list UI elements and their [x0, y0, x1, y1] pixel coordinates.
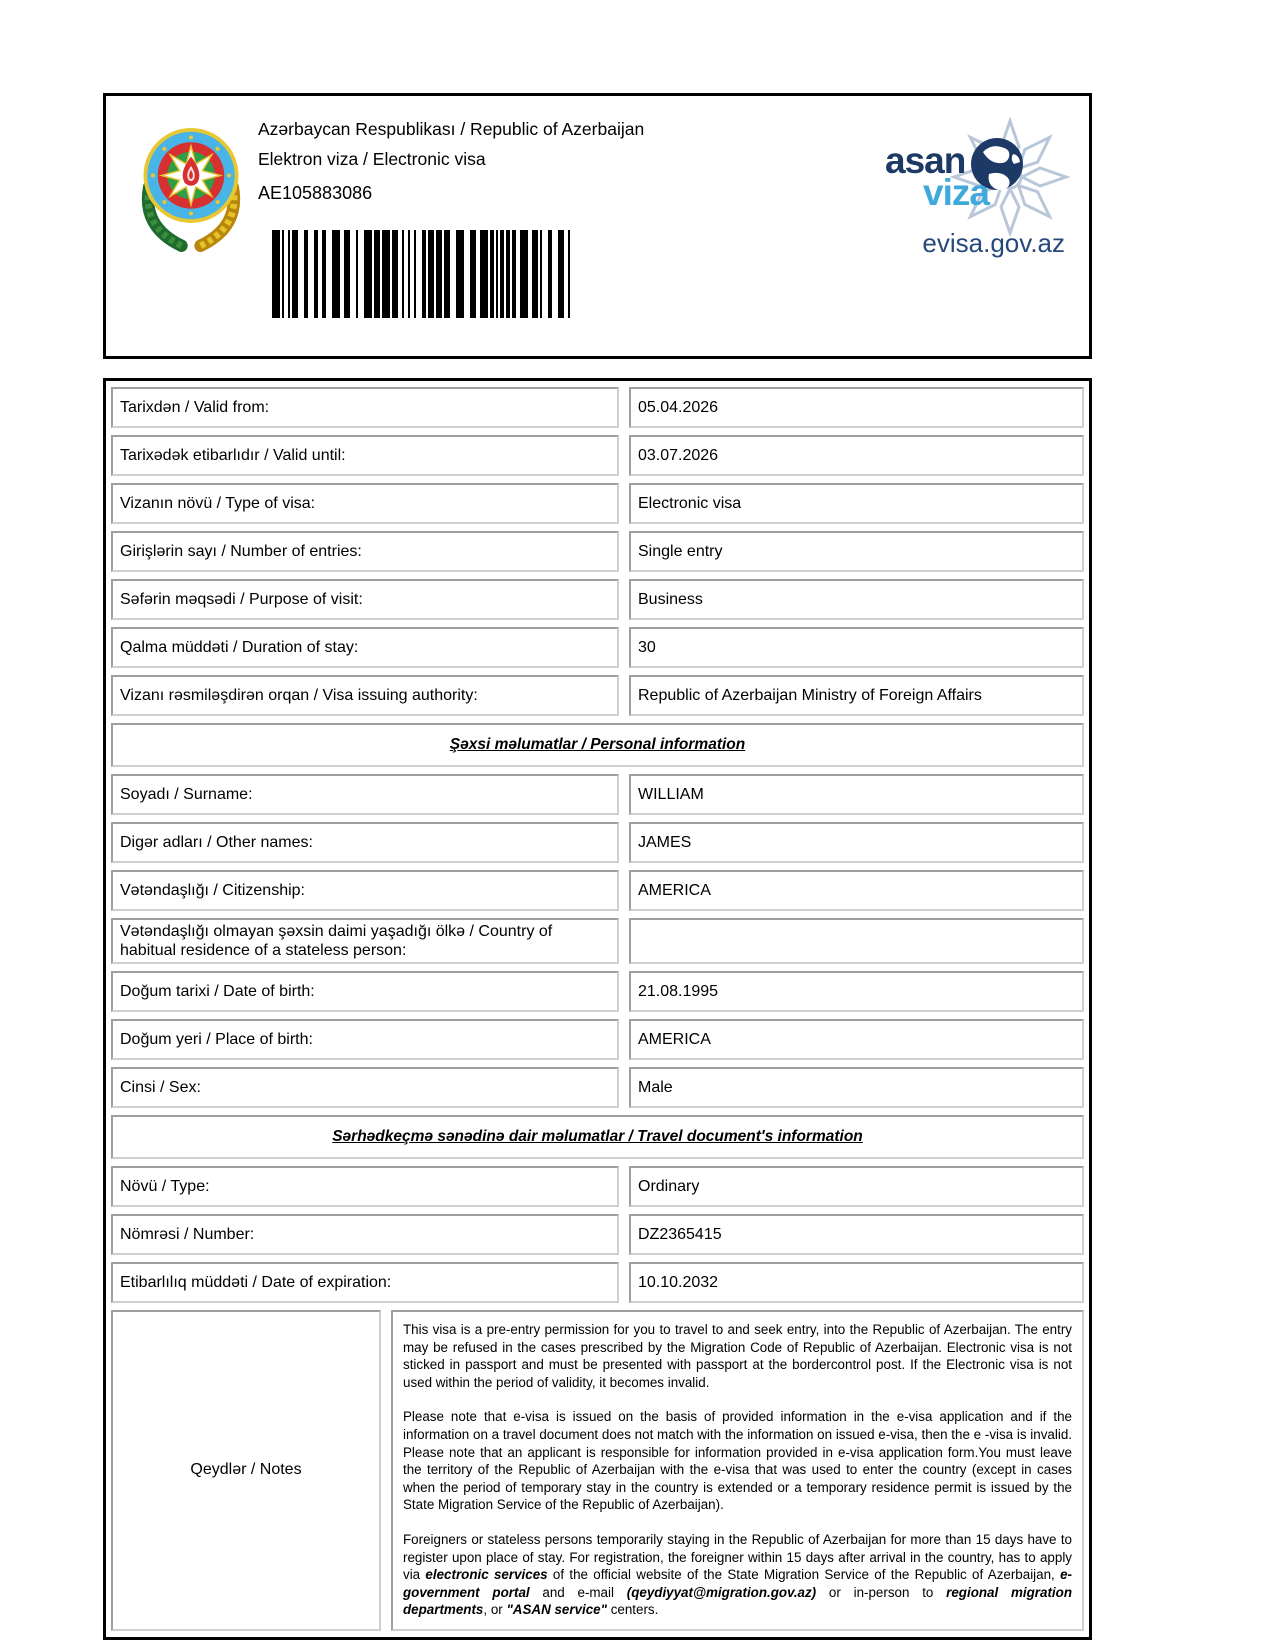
table-row — [111, 971, 1084, 1012]
field-label: Girişlərin sayı / Number of entries: — [111, 531, 619, 572]
field-label: Vətəndaşlığı olmayan şəxsin daimi yaşadığı ölkə / Country of habitual residence of a stateless person: — [111, 918, 619, 964]
field-value: AMERICA — [629, 1019, 1084, 1060]
field-value: Male — [629, 1067, 1084, 1108]
field-label: Tarixədək etibarlıdır / Valid until: — [111, 435, 619, 476]
field-value: 30 — [629, 627, 1084, 668]
table-row — [111, 1019, 1084, 1060]
country-title: Azərbaycan Respublikası / Republic of Azerbaijan — [258, 119, 645, 139]
barcode — [272, 230, 574, 318]
section-row — [111, 1115, 1084, 1159]
notes-label: Qeydlər / Notes — [111, 1310, 381, 1631]
document-title: Elektron viza / Electronic visa — [258, 149, 486, 169]
field-value: JAMES — [629, 822, 1084, 863]
table-row — [111, 774, 1084, 815]
table-row — [111, 1166, 1084, 1207]
field-value — [629, 918, 1084, 964]
visa-document — [103, 93, 1092, 1640]
field-value: Ordinary — [629, 1166, 1084, 1207]
field-value: Electronic visa — [629, 483, 1084, 524]
section-title: Şəxsi məlumatlar / Personal information — [111, 723, 1084, 767]
field-label: Səfərin məqsədi / Purpose of visit: — [111, 579, 619, 620]
header-titles — [258, 114, 644, 208]
field-label: Növü / Type: — [111, 1166, 619, 1207]
field-value: DZ2365415 — [629, 1214, 1084, 1255]
logo-asan-text: asan — [885, 140, 966, 181]
table-row — [111, 870, 1084, 911]
azerbaijan-coat-of-arms-icon — [134, 116, 248, 252]
field-value: AMERICA — [629, 870, 1084, 911]
asan-viza-logo — [879, 112, 1065, 262]
logo-viza-text: viza — [923, 172, 989, 213]
table-row — [111, 918, 1084, 964]
table-row — [111, 387, 1084, 428]
field-label: Digər adları / Other names: — [111, 822, 619, 863]
section-title: Sərhədkeçmə sənədinə dair məlumatlar / Travel document's information — [111, 1115, 1084, 1159]
visa-table — [103, 378, 1092, 1640]
field-value: 10.10.2032 — [629, 1262, 1084, 1303]
field-value: 05.04.2026 — [629, 387, 1084, 428]
field-value: 21.08.1995 — [629, 971, 1084, 1012]
visa-table-rows — [111, 387, 1084, 1303]
table-row — [111, 627, 1084, 668]
table-row — [111, 822, 1084, 863]
field-value: Business — [629, 579, 1084, 620]
table-row — [111, 1067, 1084, 1108]
field-label: Doğum tarixi / Date of birth: — [111, 971, 619, 1012]
logo-site-text: evisa.gov.az — [922, 228, 1065, 258]
notes-text: This visa is a pre-entry permission for you to travel to and seek entry, into the Republic of Azerbaijan. The entry may be refused in the cases prescribed by the Migration Code of Republic of Azerbaijan. Electronic visa is not sticked in passport and must be presented with passport at the bordercontrol post. If the Electronic visa is not used within the period of validity, it becomes invalid. Please note that e-visa is issued on the basis of provided information in the e-visa application and if the information on a travel document does not match with the information on issued e-visa, then the e -visa is invalid. Please note that an applicant is responsible for information provided in e-visa application form.You must leave the territory of the Republic of Azerbaijan with the e-visa that was used to enter the country (except in cases when the period of temporary stay in the country is extended or a temporary residence permit is issued by the State Migration Service of the Republic of Azerbaijan). Foreigners or stateless persons temporarily staying in the Republic of Azerbaijan for more than 15 days have to register upon place of stay. For registration, the foreigner within 15 days after arrival in the country, has to apply via electronic services of the official website of the State Migration Service of the Republic of Azerbaijan, e-government portal and e-mail (qeydiyyat@migration.gov.az) or in-person to regional migration departments, or "ASAN service" centers. — [391, 1310, 1084, 1631]
field-value: WILLIAM — [629, 774, 1084, 815]
visa-number: AE105883086 — [258, 183, 373, 203]
field-label: Tarixdən / Valid from: — [111, 387, 619, 428]
table-row — [111, 675, 1084, 716]
field-label: Cinsi / Sex: — [111, 1067, 619, 1108]
field-label: Vizanı rəsmiləşdirən orqan / Visa issuing authority: — [111, 675, 619, 716]
field-label: Soyadı / Surname: — [111, 774, 619, 815]
field-value: Republic of Azerbaijan Ministry of Foreign Affairs — [629, 675, 1084, 716]
field-label: Etibarlılıq müddəti / Date of expiration: — [111, 1262, 619, 1303]
section-row — [111, 723, 1084, 767]
table-row — [111, 483, 1084, 524]
field-label: Doğum yeri / Place of birth: — [111, 1019, 619, 1060]
table-row — [111, 1214, 1084, 1255]
field-value: Single entry — [629, 531, 1084, 572]
field-value: 03.07.2026 — [629, 435, 1084, 476]
field-label: Vətəndaşlığı / Citizenship: — [111, 870, 619, 911]
field-label: Vizanın növü / Type of visa: — [111, 483, 619, 524]
table-row — [111, 1262, 1084, 1303]
notes-row — [111, 1310, 1084, 1631]
table-row — [111, 579, 1084, 620]
header-box — [103, 93, 1092, 359]
field-label: Nömrəsi / Number: — [111, 1214, 619, 1255]
table-row — [111, 531, 1084, 572]
table-row — [111, 435, 1084, 476]
field-label: Qalma müddəti / Duration of stay: — [111, 627, 619, 668]
